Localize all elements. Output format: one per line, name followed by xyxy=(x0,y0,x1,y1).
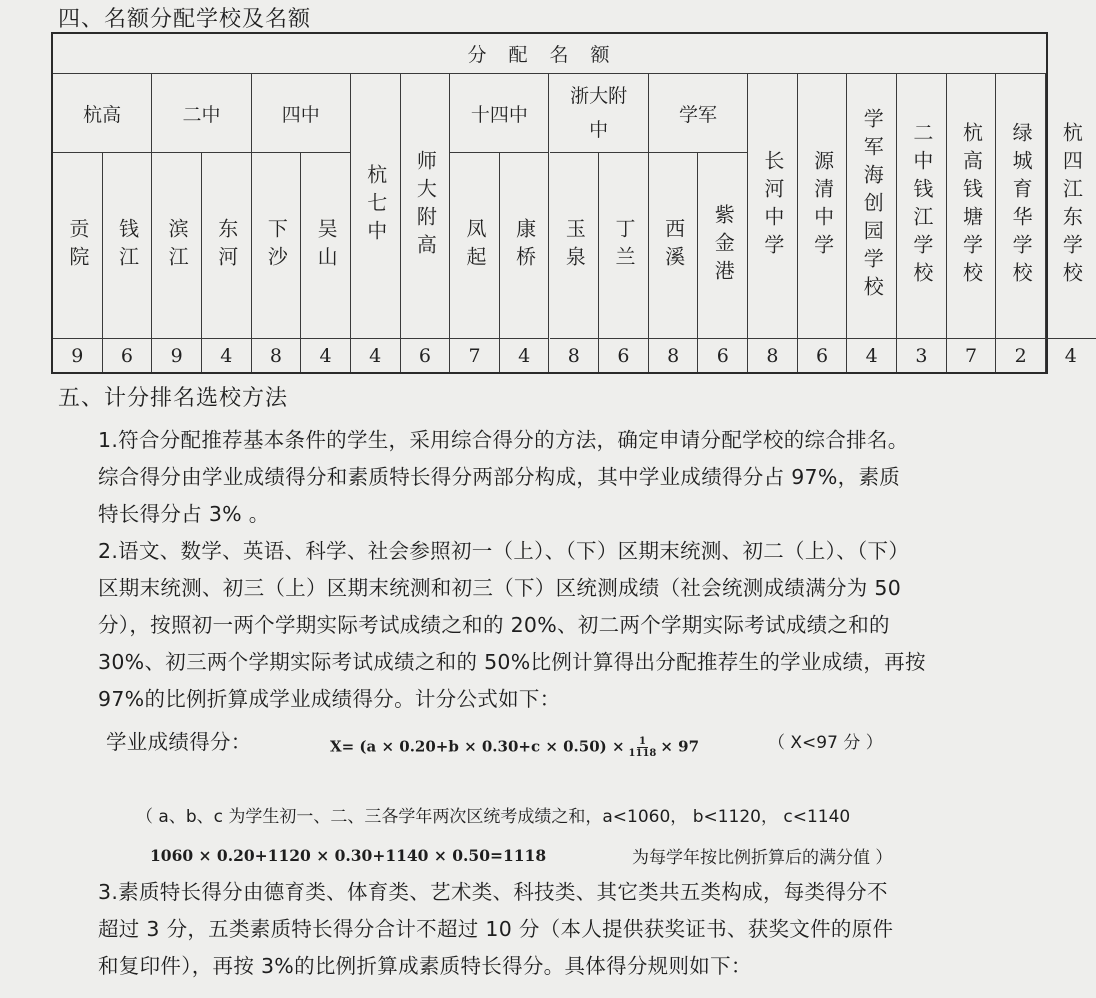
section-4-title: 四、名额分配学校及名额 xyxy=(58,7,312,32)
table-header: 分配名额 xyxy=(53,34,1046,74)
campus-name: 东河 xyxy=(202,153,252,339)
campus-name: 西溪 xyxy=(649,153,699,339)
school-group-header: 浙大附中 xyxy=(550,74,649,153)
paragraph-3-line-3: 和复印件），再按 3%的比例折算成素质特长得分。具体得分规则如下： xyxy=(98,954,752,978)
campus-name: 康桥 xyxy=(500,153,550,339)
paragraph-1-line-1: 1.符合分配推荐基本条件的学生，采用综合得分的方法，确定申请分配学校的综合排名。 xyxy=(98,428,909,452)
quota-count: 8 xyxy=(649,339,699,372)
quota-count: 6 xyxy=(599,339,649,372)
quota-count: 9 xyxy=(152,339,202,372)
fraction-numerator: 1 xyxy=(638,736,646,747)
school-group-header: 杭高 xyxy=(53,74,152,153)
school-name: 杭七中 xyxy=(351,74,401,339)
paragraph-2-line-1: 2.语文、数学、英语、科学、社会参照初一（上）、（下）区期末统测、初二（上）、（下） xyxy=(98,539,910,563)
school-name: 杭四江东学校 xyxy=(1046,74,1096,339)
full-score-formula: 1060 × 0.20+1120 × 0.30+1140 × 0.50=1118 xyxy=(150,846,547,865)
quota-count: 7 xyxy=(947,339,997,372)
school-group-header: 学军 xyxy=(649,74,748,153)
school-name: 师大附高 xyxy=(401,74,451,339)
section-5-title: 五、计分排名选校方法 xyxy=(58,386,289,411)
formula-left: X= (a × 0.20+b × 0.30+c × 0.50) × xyxy=(330,737,625,756)
school-name: 绿城育华学校 xyxy=(996,74,1046,339)
quota-count: 2 xyxy=(996,339,1046,372)
paragraph-1-line-3: 特长得分占 3% 。 xyxy=(98,502,270,526)
quota-allocation-table xyxy=(51,32,1084,374)
campus-name: 下沙 xyxy=(252,153,302,339)
score-formula xyxy=(330,736,699,759)
quota-count: 3 xyxy=(897,339,947,372)
formula-right: × 97 xyxy=(660,737,700,756)
paragraph-2-line-3: 分），按照初一两个学期实际考试成绩之和的 20%、初二两个学期实际考试成绩之和的 xyxy=(98,613,890,637)
quota-count: 7 xyxy=(450,339,500,372)
quota-count: 4 xyxy=(847,339,897,372)
school-name: 杭高钱塘学校 xyxy=(947,74,997,339)
school-name: 源清中学 xyxy=(798,74,848,339)
paragraph-1-line-2: 综合得分由学业成绩得分和素质特长得分两部分构成，其中学业成绩得分占 97%，素质 xyxy=(98,465,901,489)
campus-name: 滨江 xyxy=(152,153,202,339)
school-group-header: 二中 xyxy=(152,74,251,153)
campus-name: 吴山 xyxy=(301,153,351,339)
campus-name: 丁兰 xyxy=(599,153,649,339)
quota-count: 8 xyxy=(748,339,798,372)
full-score-note: 为每学年按比例折算后的满分值 ） xyxy=(632,848,893,868)
campus-name: 紫金港 xyxy=(698,153,748,339)
quota-count: 4 xyxy=(202,339,252,372)
campus-name: 玉泉 xyxy=(550,153,600,339)
school-group-header: 十四中 xyxy=(450,74,549,153)
quota-count: 9 xyxy=(53,339,103,372)
fraction-denominator: 1118 xyxy=(628,748,657,759)
quota-count: 6 xyxy=(401,339,451,372)
paragraph-2-line-2: 区期末统测、初三（上）区期末统测和初三（下）区统测成绩（社会统测成绩满分为 50 xyxy=(98,576,902,600)
quota-count: 8 xyxy=(252,339,302,372)
paragraph-3-line-2: 超过 3 分，五类素质特长得分合计不超过 10 分（本人提供获奖证书、获奖文件的原件 xyxy=(98,917,894,941)
quota-count: 6 xyxy=(103,339,153,372)
formula-fraction xyxy=(629,736,657,759)
campus-name: 凤起 xyxy=(450,153,500,339)
campus-name: 钱江 xyxy=(103,153,153,339)
quota-count: 4 xyxy=(1064,344,1077,367)
quota-count: 4 xyxy=(500,339,550,372)
paragraph-2-line-4: 30%、初三两个学期实际考试成绩之和的 50%比例计算得出分配推荐生的学业成绩，再按 xyxy=(98,650,926,674)
paragraph-3-line-1: 3.素质特长得分由德育类、体育类、艺术类、科技类、其它类共五类构成，每类得分不 xyxy=(98,880,888,904)
school-name: 学军海创园学校 xyxy=(847,74,897,339)
school-name: 长河中学 xyxy=(748,74,798,339)
score-label: 学业成绩得分： xyxy=(106,730,252,754)
note-variables: （ a、b、c 为学生初一、二、三各学年两次区统考成绩之和，a<1060， b<1120， c<1140 xyxy=(136,807,851,827)
quota-count: 6 xyxy=(698,339,748,372)
quota-count: 4 xyxy=(351,339,401,372)
paragraph-2-line-5: 97%的比例折算成学业成绩得分。计分公式如下： xyxy=(98,687,561,711)
quota-count: 4 xyxy=(301,339,351,372)
campus-name: 贡院 xyxy=(53,153,103,339)
school-group-header: 四中 xyxy=(252,74,351,153)
quota-count: 6 xyxy=(798,339,848,372)
formula-condition: （ X<97 分 ） xyxy=(768,733,883,753)
school-name: 二中钱江学校 xyxy=(897,74,947,339)
quota-count: 8 xyxy=(550,339,600,372)
